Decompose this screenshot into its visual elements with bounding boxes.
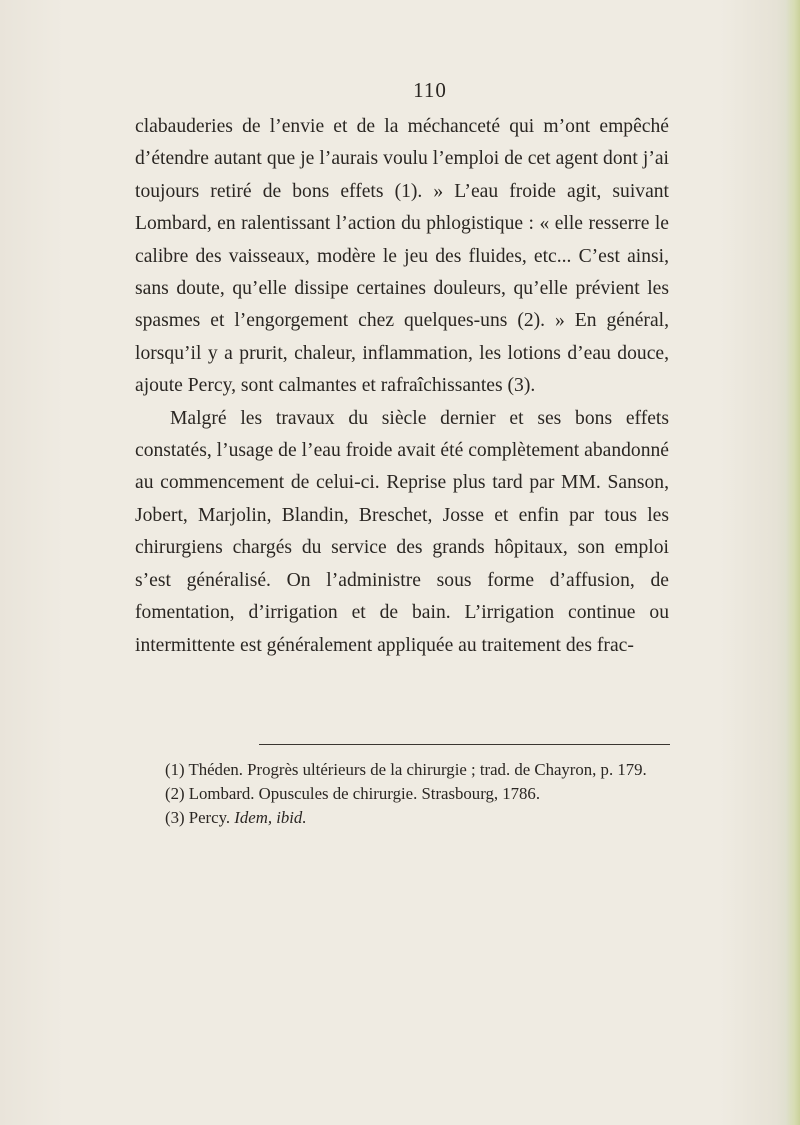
footnote-3	[135, 806, 670, 830]
page-number: 110	[413, 78, 447, 102]
footnote-2: (2) Lombard. Opuscules de chirurgie. Strasbourg, 1786.	[165, 784, 541, 803]
footnote-3-prefix: (3) Percy.	[165, 808, 235, 827]
footnote-separator	[259, 744, 670, 745]
footnote-1: (1) Théden. Progrès ultérieurs de la chirurgie ; trad. de Chayron, p. 179.	[165, 760, 647, 779]
paragraph-1: clabauderies de l’envie et de la méchanceté qui m’ont empêché d’étendre autant que je l’aurais voulu l’emploi de cet agent dont j’ai toujours retiré de bons effets (1). » L’eau froide agit, suivant Lombard, en ralentissant l’action du phlogistique : « elle resserre le calibre des vaisseaux, modère le jeu des fluides, etc... C’est ainsi, sans doute, qu’elle dissipe certaines douleurs, qu’elle prévient les spasmes et l’engorgement chez quelques-uns (2). » En général, lorsqu’il y a prurit, chaleur, inflammation, les lotions d’eau douce, ajoute Percy, sont calmantes et rafraîchissantes (3).	[135, 116, 669, 397]
footnotes	[135, 758, 670, 830]
paragraph-2: Malgré les travaux du siècle dernier et ses bons effets constatés, l’usage de l’eau froide avait été complètement abandonné au commencement de celui-ci. Reprise plus tard par MM. Sanson, Jobert, Marjolin, Blandin, Breschet, Josse et enfin par tous les chirurgiens chargés du service des grands hôpitaux, son emploi s’est généralisé. On l’administre sous forme d’affusion, de fomentation, d’irrigation et de bain. L’irrigation continue ou intermittente est généralement appliquée au traitement des frac-	[135, 407, 669, 656]
body-text	[135, 111, 669, 662]
footnote-3-italic: Idem, ibid.	[234, 808, 307, 827]
page-edge-shadow	[786, 0, 800, 1125]
